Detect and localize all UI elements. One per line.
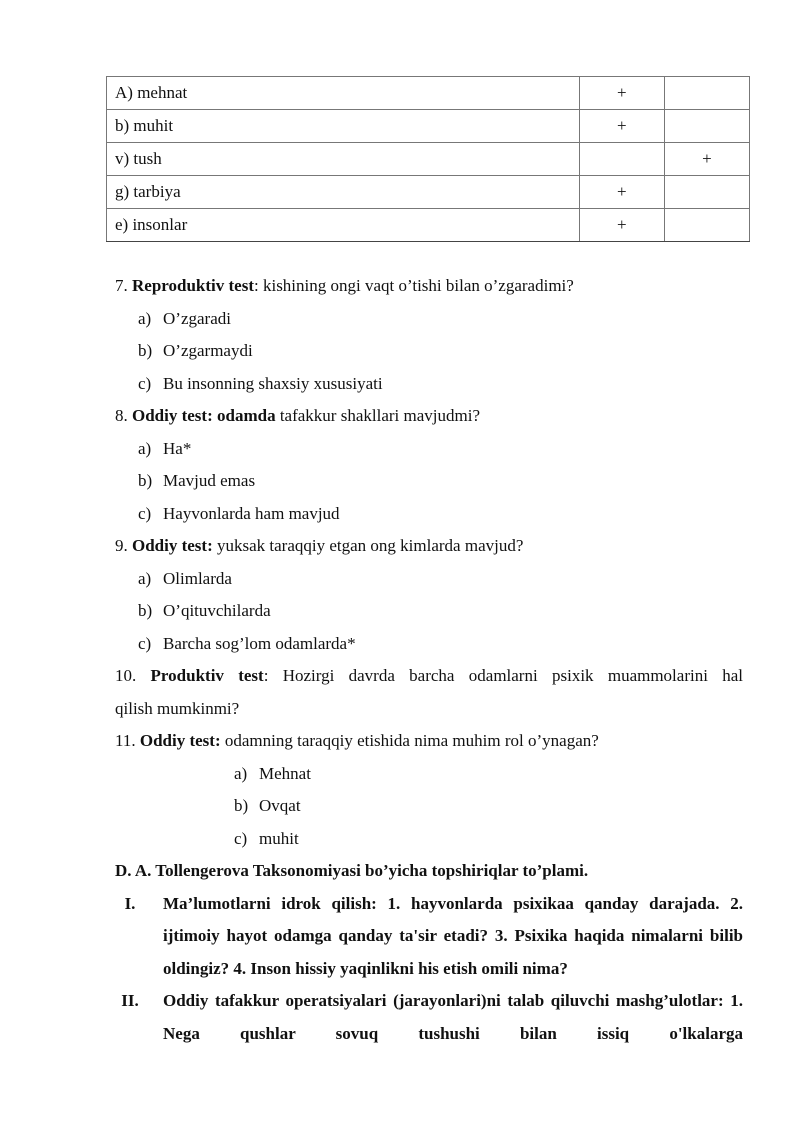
table-row: [107, 143, 750, 176]
table-cell-mark: [579, 143, 664, 176]
item-number: I.: [124, 893, 136, 913]
question-text: odamning taraqqiy etishida nima muhim rol o’ynagan?: [220, 731, 599, 750]
table-row: [107, 110, 750, 143]
option-text: Barcha sog’lom odamlarda*: [163, 633, 356, 653]
item-text: Ma’lumotlarni idrok qilish: 1. hayvonlarda psixikaa qanday darajada. 2. ijtimoiy hayot odamga qanday ta'sir etadi? 3. Psixika haqida nimalarni bilib oldingiz? 4. Inson hissiy yaqinlikni his etish omili nima?: [163, 893, 743, 978]
question-type: Oddiy test:: [139, 731, 221, 750]
table-cell-label: b) muhit: [107, 110, 580, 143]
option-text: Ha*: [163, 438, 192, 458]
item-number: II.: [121, 991, 139, 1010]
table-cell-mark: +: [664, 143, 749, 176]
table-cell-label: v) tush: [107, 143, 580, 176]
answer-option: [115, 823, 743, 856]
option-letter: b): [138, 601, 153, 620]
option-letter: b): [234, 796, 249, 815]
option-text: Hayvonlarda ham mavjud: [163, 503, 340, 523]
option-letter: c): [138, 503, 152, 523]
answer-option: [115, 563, 743, 596]
question-type: Produktiv test: [150, 666, 264, 685]
table-row: [107, 176, 750, 209]
question-text: yuksak taraqqiy etgan ong kimlarda mavjud?: [212, 536, 524, 555]
task-item-1: [115, 888, 743, 986]
answer-option: [115, 628, 743, 661]
section-heading: D. A. Tollengerova Taksonomiyasi bo’yicha topshiriqlar to’plami.: [115, 861, 589, 880]
table-cell-label: e) insonlar: [107, 209, 580, 242]
question-number: 7.: [115, 276, 128, 295]
table-cell-mark: [664, 77, 749, 110]
question-10: [115, 660, 743, 693]
question-11: [115, 725, 743, 758]
question-text: tafakkur shakllari mavjudmi?: [275, 406, 480, 425]
task-item-2: [115, 985, 743, 1050]
question-8: [115, 400, 743, 433]
answer-option: [115, 790, 743, 823]
option-letter: c): [138, 633, 152, 653]
question-10-continuation: qilish mumkinmi?: [115, 698, 240, 718]
table-cell-mark: [664, 110, 749, 143]
answer-option: [115, 303, 743, 336]
answer-option: [115, 465, 743, 498]
question-type: Reproduktiv test: [132, 276, 254, 295]
option-text: Bu insonning shaxsiy xususiyati: [163, 373, 383, 393]
question-type: Oddiy test:: [132, 536, 213, 555]
question-number: 9.: [115, 536, 128, 555]
option-text: muhit: [259, 828, 299, 848]
table-cell-mark: +: [579, 77, 664, 110]
option-letter: a): [138, 438, 152, 458]
option-letter: c): [138, 373, 152, 393]
answer-option: [115, 498, 743, 531]
option-text: O’qituvchilarda: [163, 601, 271, 620]
question-number: 10.: [115, 666, 137, 685]
table-row: [107, 209, 750, 242]
table-cell-mark: [664, 176, 749, 209]
option-letter: a): [138, 308, 152, 328]
table-cell-label: A) mehnat: [107, 77, 580, 110]
question-number: 8.: [115, 406, 128, 425]
option-letter: b): [138, 341, 153, 360]
question-9: [115, 530, 743, 563]
table-cell-mark: +: [579, 110, 664, 143]
table-cell-mark: +: [579, 176, 664, 209]
question-text: : Hozirgi davrda barcha odamlarni psixik muammolarini hal: [263, 666, 743, 685]
option-text: O’zgarmaydi: [163, 341, 253, 360]
table-cell-mark: [664, 209, 749, 242]
option-text: Olimlarda: [163, 568, 232, 588]
answer-option: [115, 433, 743, 466]
question-7: [115, 270, 743, 303]
question-type: Oddiy test: odamda: [132, 406, 276, 425]
answer-option: [115, 335, 743, 368]
table-cell-mark: +: [579, 209, 664, 242]
option-text: Mehnat: [259, 763, 311, 783]
question-text: : kishining ongi vaqt o’tishi bilan o’zgaradimi?: [254, 276, 574, 295]
option-letter: a): [234, 763, 248, 783]
table-row: [107, 77, 750, 110]
answer-option: [115, 758, 743, 791]
option-letter: c): [234, 828, 248, 848]
answer-option: [115, 368, 743, 401]
option-letter: a): [138, 568, 152, 588]
option-text: Mavjud emas: [163, 471, 256, 490]
option-letter: b): [138, 471, 153, 490]
answers-table: [106, 76, 750, 242]
question-number: 11.: [115, 731, 136, 750]
item-text: Oddiy tafakkur operatsiyalari (jarayonlari)ni talab qiluvchi mashg’ulotlar: 1. Nega qushlar sovuq tushushi bilan issiq o'lkalarga: [163, 991, 743, 1043]
table-cell-label: g) tarbiya: [107, 176, 580, 209]
answer-option: [115, 595, 743, 628]
option-text: Ovqat: [259, 796, 301, 815]
questions-section: [115, 270, 743, 1050]
option-text: O’zgaradi: [163, 308, 231, 328]
